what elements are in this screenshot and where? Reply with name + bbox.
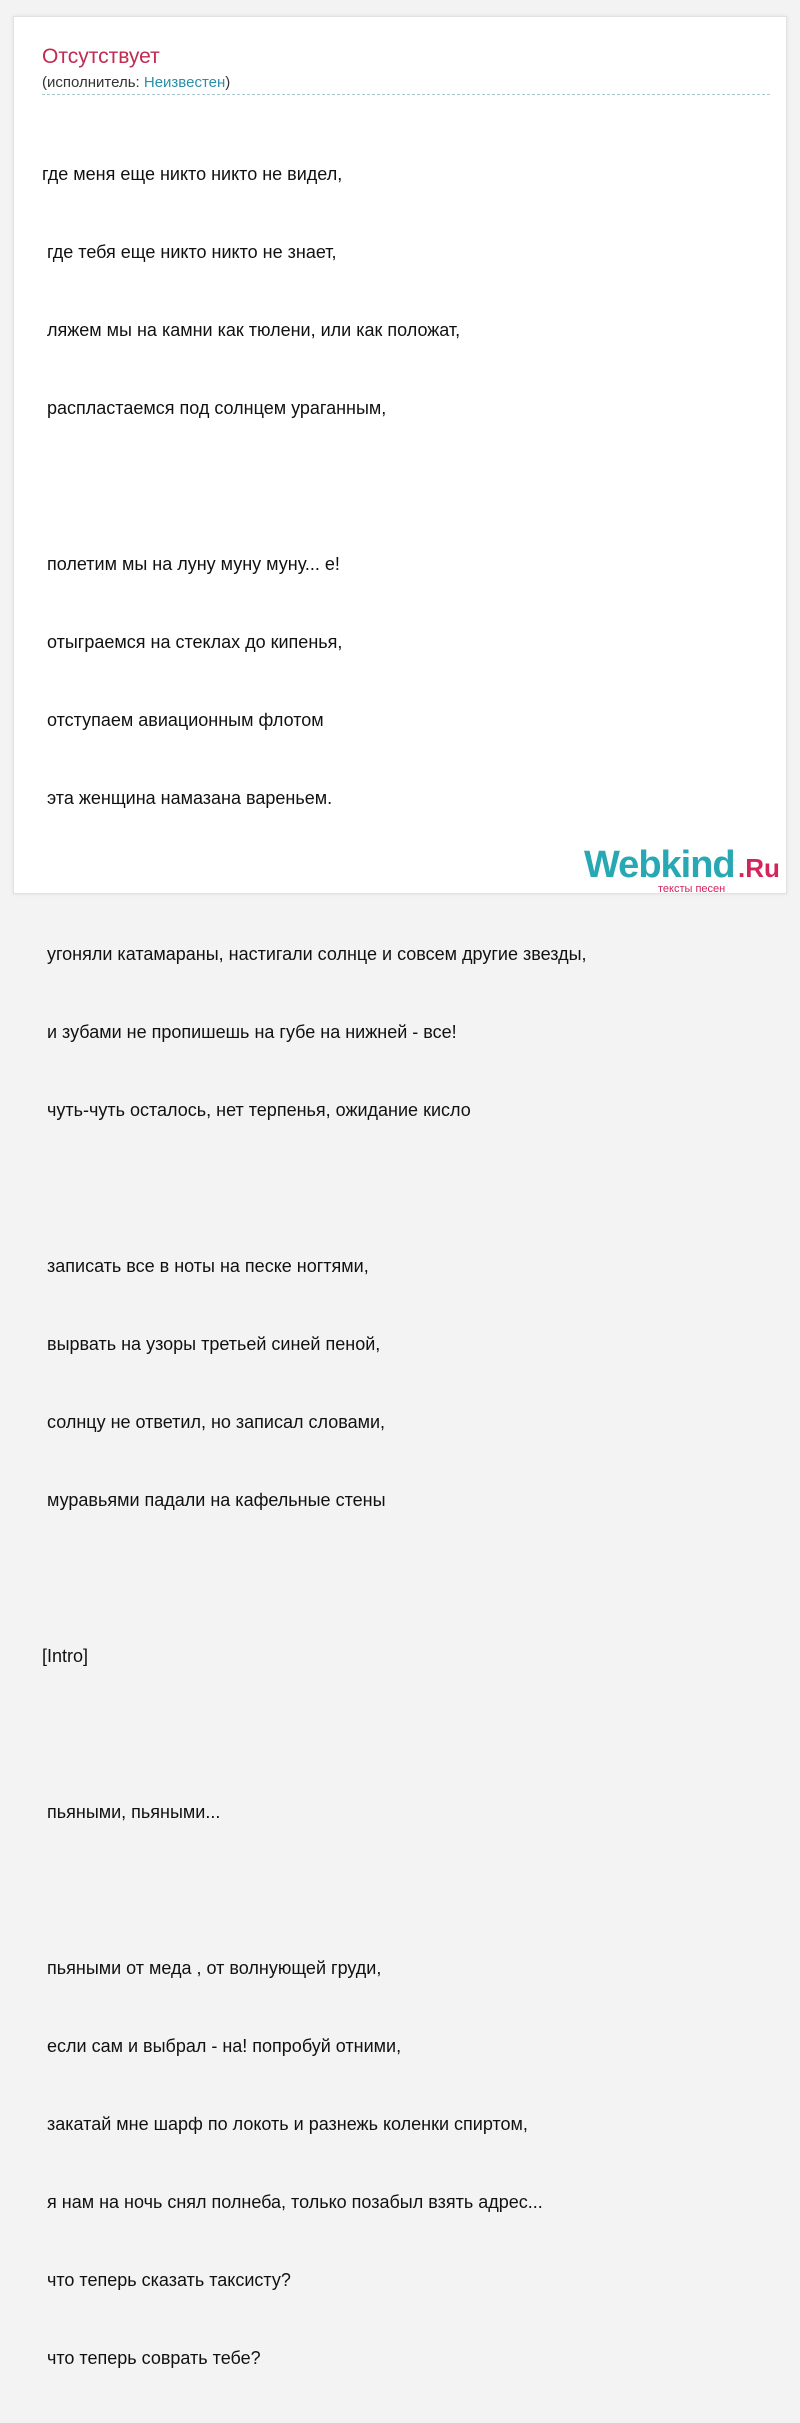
lyric-line: что теперь соврать тебе?: [42, 2348, 261, 2368]
webkind-logo[interactable]: [584, 843, 784, 903]
artist-suffix: ): [225, 74, 231, 91]
song-title: Отсутствует: [42, 45, 160, 68]
lyric-blank-line: [42, 1175, 772, 1201]
lyric-line: и зубами не пропишешь на губе на нижней - все!: [42, 1022, 457, 1042]
artist-line: [42, 73, 230, 93]
lyric-line: где тебя еще никто никто не знает,: [42, 242, 337, 262]
lyric-line: эта женщина намазана вареньем.: [42, 788, 333, 808]
lyric-line: угоняли катамараны, настигали солнце и совсем другие звезды,: [42, 944, 587, 964]
lyric-line: пьяными, пьяными...: [42, 1802, 221, 1822]
lyric-line: полетим мы на луну муну муну... е!: [42, 554, 340, 574]
lyric-line: муравьями падали на кафельные стены: [42, 1490, 386, 1510]
lyric-line: я нам на ночь снял полнеба, только позабыл взять адрес...: [42, 2192, 543, 2212]
lyric-line: где меня еще никто никто не видел,: [42, 164, 343, 184]
lyric-blank-line: [42, 473, 772, 499]
lyric-blank-line: [42, 1565, 772, 1591]
artist-prefix: (исполнитель:: [42, 74, 144, 91]
lyric-line: распластаемся под солнцем ураганным,: [42, 398, 387, 418]
lyric-section-tag: [Intro]: [42, 1646, 89, 1666]
lyric-line: вырвать на узоры третьей синей пеной,: [42, 1334, 381, 1354]
lyrics-text: [42, 109, 772, 2423]
lyric-line: пьяными от меда , от волнующей груди,: [42, 1958, 382, 1978]
lyric-line: закатай мне шарф по локоть и разнежь коленки спиртом,: [42, 2114, 528, 2134]
title-divider: [42, 94, 770, 95]
lyric-line: записать все в ноты на песке ногтями,: [42, 1256, 369, 1276]
lyric-line: отыграемся на стеклах до кипенья,: [42, 632, 343, 652]
artist-link[interactable]: Неизвестен: [143, 74, 226, 91]
logo-wordmark: Webkind: [584, 844, 735, 886]
lyric-line: если сам и выбрал - на! попробуй отними,: [42, 2036, 402, 2056]
lyric-line: чуть-чуть осталось, нет терпенья, ожидание кисло: [42, 1100, 471, 1120]
lyric-blank-line: [42, 1877, 772, 1903]
lyric-line: отступаем авиационным флотом: [42, 710, 324, 730]
lyric-line: ляжем мы на камни как тюлени, или как положат,: [42, 320, 461, 340]
logo-domain: .Ru: [738, 853, 780, 883]
logo-tagline: тексты песен: [658, 883, 726, 895]
lyrics-card: [13, 16, 787, 2368]
lyric-blank-line: [42, 1721, 772, 1747]
lyric-line: солнцу не ответил, но записал словами,: [42, 1412, 386, 1432]
lyric-line: что теперь сказать таксисту?: [42, 2270, 291, 2290]
